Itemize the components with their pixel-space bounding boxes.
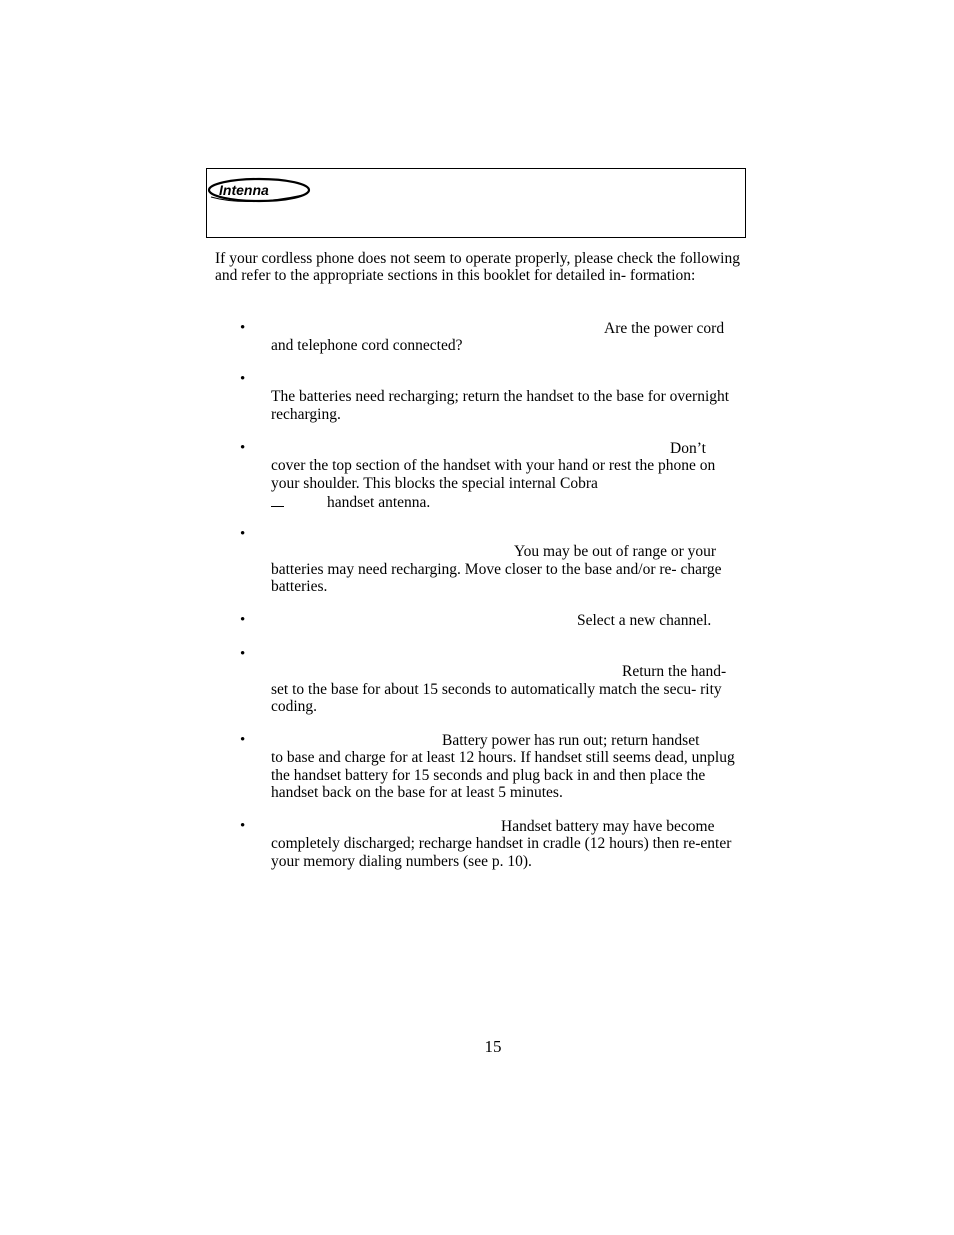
page-number: 15 — [484, 1037, 502, 1056]
list-item-text — [271, 440, 747, 511]
logo-text: Intenna — [219, 182, 269, 198]
intro-paragraph: If your cordless phone does not seem to operate properly, please check the following and refer to the appropriate sections in this booklet for detailed in- formation: — [215, 250, 740, 285]
list-item-line: Handset battery may have become — [501, 818, 715, 835]
list-item-text — [271, 612, 747, 629]
list-item-line: Return the hand- — [622, 663, 727, 681]
list-item-line: set to the base for about 15 seconds to automatically match the secu- rity coding. — [271, 680, 722, 715]
list-item-line: Don’t — [670, 440, 706, 457]
list-item-line: completely discharged; recharge handset in cradle (12 hours) then re-enter your memory dialing numbers (see p. 10). — [271, 835, 732, 870]
list-item-text — [271, 732, 747, 801]
list-item-line-end: handset antenna. — [327, 493, 431, 511]
list-item — [240, 371, 750, 423]
list-item-line — [271, 371, 747, 388]
list-item-line: batteries may need recharging. Move closer to the base and/or re- charge batteries. — [271, 560, 722, 595]
intenna-logo — [207, 173, 311, 203]
list-item-text — [271, 371, 747, 423]
bullet: • — [240, 371, 246, 387]
list-item-line: The batteries need recharging; return the handset to the base for overnight recharging. — [271, 388, 730, 423]
list-item — [240, 612, 750, 629]
underline-mark — [271, 492, 284, 507]
list-item-line — [271, 646, 747, 663]
list-item-line: Battery power has run out; return handset — [442, 732, 700, 749]
list-item — [240, 646, 750, 715]
bullet: • — [240, 320, 246, 336]
bullet: • — [240, 818, 246, 834]
bullet: • — [240, 646, 246, 662]
list-item-line — [271, 492, 747, 511]
list-item — [240, 526, 750, 595]
header-box — [206, 168, 746, 238]
bullet: • — [240, 440, 246, 456]
list-item-text — [271, 320, 747, 355]
list-item — [240, 440, 750, 511]
list-item — [240, 320, 750, 355]
list-item-line: cover the top section of the handset with your hand or rest the phone on your shoulder. This blocks the special internal Cobra — [271, 457, 716, 492]
list-item-text — [271, 818, 747, 870]
list-item-text — [271, 526, 747, 595]
list-item — [240, 732, 750, 801]
list-item-line: You may be out of range or your — [514, 543, 717, 561]
list-item-line: and telephone cord connected? — [271, 337, 463, 355]
bullet: • — [240, 732, 246, 748]
list-item-text — [271, 646, 747, 715]
list-item-line: Select a new channel. — [577, 612, 712, 629]
bullet: • — [240, 526, 246, 542]
list-item-line: Are the power cord — [604, 320, 725, 337]
bullet: • — [240, 612, 246, 628]
list-item-line: to base and charge for at least 12 hours. If handset still seems dead, unplug the handset battery for 15 seconds and plug back in and then place the handset back on the base for at least 5 minutes. — [271, 749, 735, 801]
list-item — [240, 818, 750, 870]
list-item-line — [271, 526, 747, 543]
